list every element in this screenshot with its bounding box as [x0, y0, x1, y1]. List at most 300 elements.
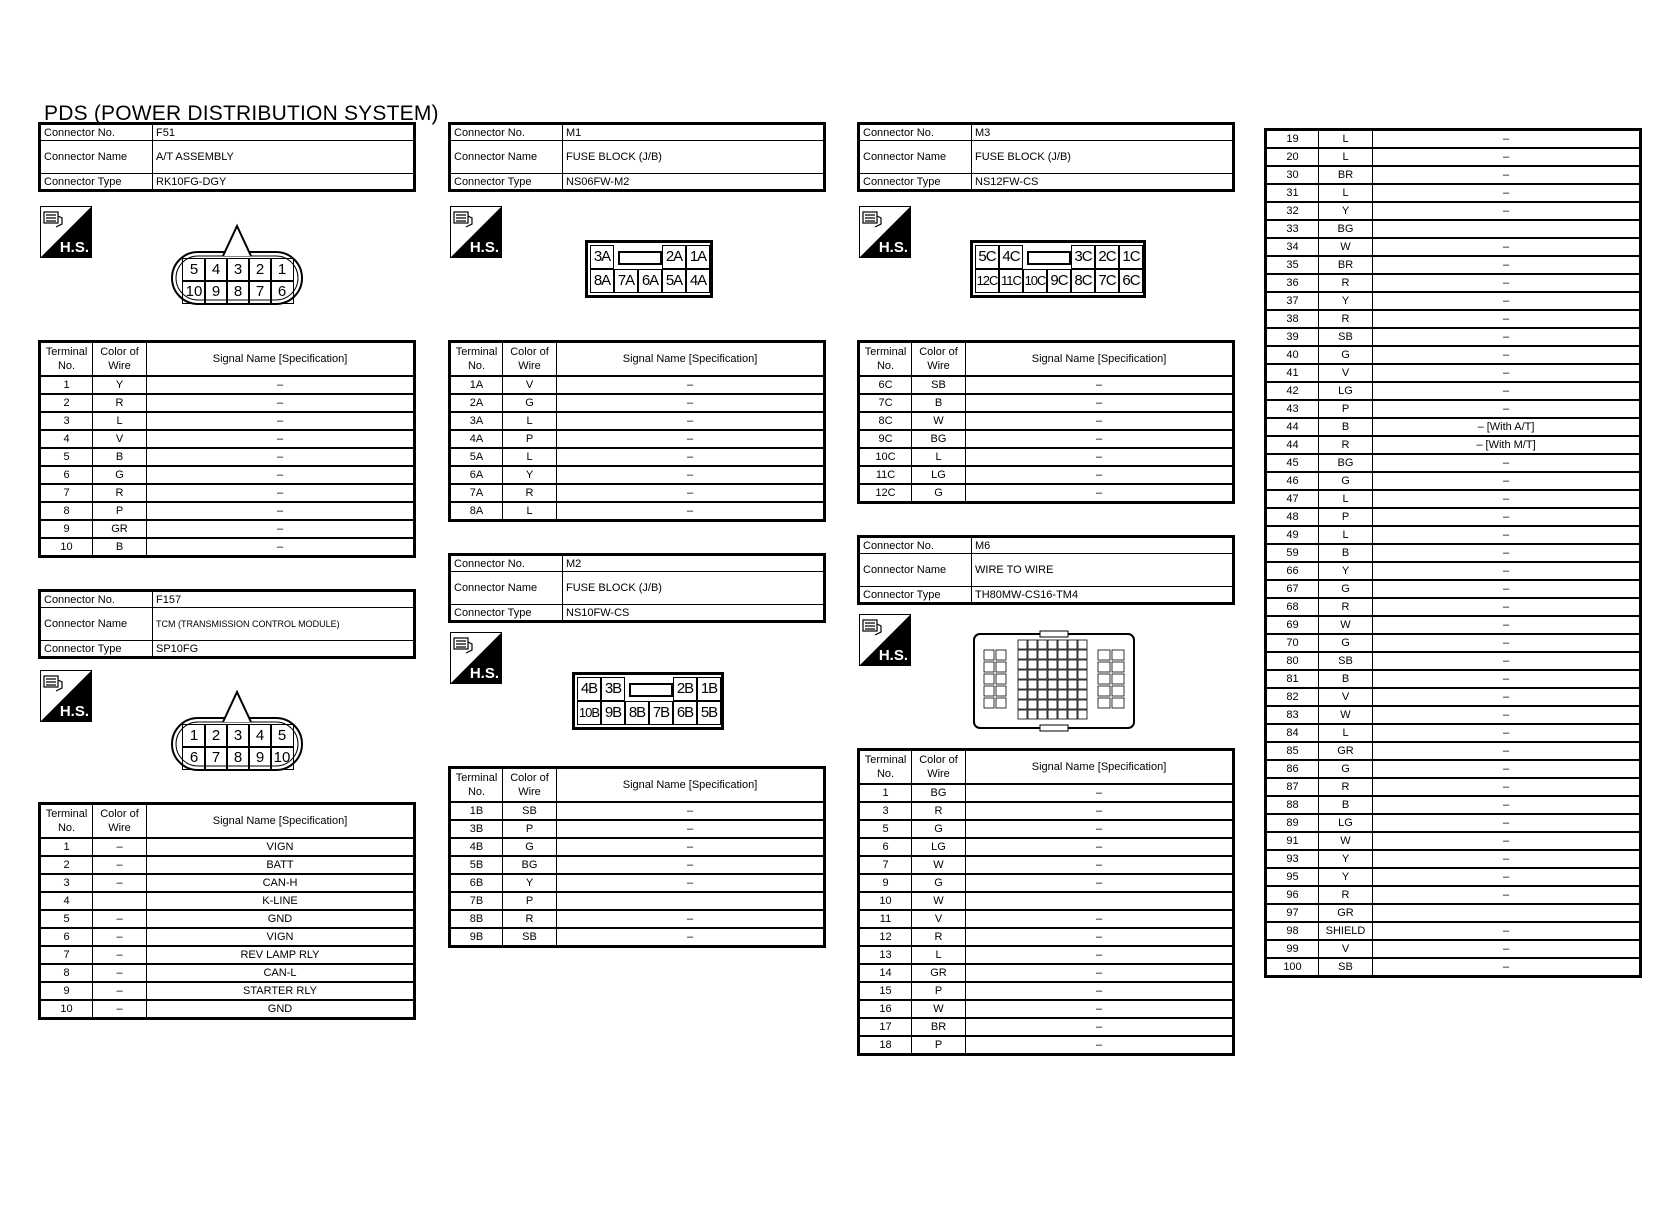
wire-color: B	[1319, 796, 1373, 814]
table-row	[1266, 382, 1641, 400]
table-row	[1266, 688, 1641, 706]
header-terminal-no: Terminal No.	[40, 804, 93, 839]
table-row	[40, 484, 415, 502]
terminal-no: 83	[1266, 706, 1319, 724]
table-row	[859, 910, 1234, 928]
signal-name: –	[557, 910, 825, 928]
terminal-no: 89	[1266, 814, 1319, 832]
signal-name: –	[1373, 760, 1641, 778]
header-signal-name: Signal Name [Specification]	[966, 342, 1234, 377]
table-row	[40, 874, 415, 892]
signal-name: –	[1373, 742, 1641, 760]
signal-name: –	[1373, 796, 1641, 814]
terminal-no: 70	[1266, 634, 1319, 652]
terminal-no: 59	[1266, 544, 1319, 562]
wire-color: GR	[1319, 904, 1373, 922]
signal-name: –	[966, 820, 1234, 838]
terminal-no: 81	[1266, 670, 1319, 688]
table-row	[1266, 400, 1641, 418]
cavity-6: 6	[182, 746, 206, 770]
wire-color: –	[93, 928, 147, 946]
terminal-no: 6C	[859, 376, 912, 394]
wire-color: –	[93, 982, 147, 1000]
signal-name: –	[147, 376, 415, 394]
terminal-no: 5A	[450, 448, 503, 466]
terminal-no: 91	[1266, 832, 1319, 850]
table-row	[1266, 850, 1641, 868]
terminal-no: 67	[1266, 580, 1319, 598]
terminal-no: 11	[859, 910, 912, 928]
signal-name: –	[1373, 868, 1641, 886]
table-row	[40, 394, 415, 412]
signal-name: –	[966, 874, 1234, 892]
cavity-11c: 11C	[999, 269, 1023, 293]
wire-color: –	[93, 910, 147, 928]
table-row	[859, 412, 1234, 430]
wire-color: BG	[1319, 220, 1373, 238]
wire-color: R	[93, 394, 147, 412]
wire-color: B	[1319, 544, 1373, 562]
terminal-no: 3	[40, 874, 93, 892]
header-terminal-no: Terminal No.	[859, 750, 912, 785]
header-color-of-wire: Color of Wire	[912, 750, 966, 785]
connector-type-value: TH80MW-CS16-TM4	[972, 587, 1234, 604]
terminal-no: 12C	[859, 484, 912, 503]
table-row	[1266, 544, 1641, 562]
table-row	[1266, 652, 1641, 670]
wire-color: R	[1319, 274, 1373, 292]
cavity-8a: 8A	[590, 269, 614, 293]
signal-name: –	[1373, 922, 1641, 940]
table-row	[859, 430, 1234, 448]
wire-color: W	[912, 856, 966, 874]
terminal-no: 69	[1266, 616, 1319, 634]
signal-name: –	[1373, 292, 1641, 310]
terminal-no: 18	[859, 1036, 912, 1055]
wire-color: B	[1319, 418, 1373, 436]
wire-color: Y	[503, 874, 557, 892]
signal-name: –	[557, 838, 825, 856]
signal-name: –	[966, 928, 1234, 946]
terminal-no: 1B	[450, 802, 503, 820]
terminal-no: 8A	[450, 502, 503, 521]
signal-name: –	[966, 946, 1234, 964]
signal-name: –	[557, 376, 825, 394]
wire-color: –	[93, 838, 147, 856]
connector-type-label: Connector Type	[859, 174, 972, 191]
table-row	[40, 982, 415, 1000]
terminal-no: 82	[1266, 688, 1319, 706]
table-row	[859, 784, 1234, 802]
connector-m6-continued-pin-table	[1264, 128, 1642, 978]
wire-color: R	[1319, 310, 1373, 328]
table-row	[1266, 238, 1641, 256]
wire-color: R	[93, 484, 147, 502]
terminal-no: 5	[859, 820, 912, 838]
wire-color: SB	[503, 802, 557, 820]
table-row	[859, 838, 1234, 856]
connector-m1-info	[448, 122, 826, 192]
terminal-no: 97	[1266, 904, 1319, 922]
cavity-10: 10	[270, 746, 294, 770]
table-row	[859, 484, 1234, 503]
wire-color: SB	[1319, 958, 1373, 977]
terminal-no: 4	[40, 430, 93, 448]
table-row	[450, 856, 825, 874]
header-color-of-wire: Color of Wire	[93, 804, 147, 839]
wire-color: L	[1319, 724, 1373, 742]
cavity-8: 8	[226, 280, 250, 304]
connector-f157-info	[38, 589, 416, 659]
terminal-no: 39	[1266, 328, 1319, 346]
terminal-no: 85	[1266, 742, 1319, 760]
signal-name: –	[966, 376, 1234, 394]
terminal-no: 15	[859, 982, 912, 1000]
signal-name: GND	[147, 910, 415, 928]
wire-color: LG	[1319, 382, 1373, 400]
terminal-no: 84	[1266, 724, 1319, 742]
cavity-9b: 9B	[601, 701, 625, 725]
terminal-no: 31	[1266, 184, 1319, 202]
table-row	[859, 982, 1234, 1000]
connector-type-value: SP10FG	[153, 641, 415, 658]
signal-name: –	[966, 394, 1234, 412]
terminal-no: 4B	[450, 838, 503, 856]
connector-name-value: A/T ASSEMBLY	[153, 141, 415, 174]
signal-name: –	[147, 430, 415, 448]
terminal-no: 8C	[859, 412, 912, 430]
connector-name-value: TCM (TRANSMISSION CONTROL MODULE)	[153, 608, 415, 641]
signal-name: –	[147, 538, 415, 557]
table-row	[859, 946, 1234, 964]
wire-color: W	[912, 892, 966, 910]
connector-f51-face	[170, 222, 304, 308]
terminal-no: 35	[1266, 256, 1319, 274]
wire-color: P	[912, 1036, 966, 1055]
terminal-no: 19	[1266, 130, 1319, 149]
cavity-6c: 6C	[1119, 269, 1143, 293]
table-row	[40, 376, 415, 394]
signal-name	[966, 892, 1234, 910]
terminal-no: 10	[859, 892, 912, 910]
signal-name: –	[966, 448, 1234, 466]
cavity-4b: 4B	[577, 677, 601, 701]
signal-name: –	[1373, 634, 1641, 652]
wire-color: W	[1319, 238, 1373, 256]
signal-name: –	[557, 412, 825, 430]
table-row	[1266, 706, 1641, 724]
table-row	[859, 928, 1234, 946]
terminal-no: 100	[1266, 958, 1319, 977]
hs-label: H.S.	[469, 239, 499, 256]
terminal-no: 66	[1266, 562, 1319, 580]
signal-name: –	[1373, 598, 1641, 616]
cavity-9c: 9C	[1047, 269, 1071, 293]
terminal-no: 7A	[450, 484, 503, 502]
header-color-of-wire: Color of Wire	[93, 342, 147, 377]
wire-color: V	[912, 910, 966, 928]
wire-color: G	[503, 394, 557, 412]
terminal-no: 4	[40, 892, 93, 910]
header-signal-name: Signal Name [Specification]	[147, 342, 415, 377]
signal-name: –	[147, 484, 415, 502]
cavity-5: 5	[270, 724, 294, 748]
terminal-no: 87	[1266, 778, 1319, 796]
terminal-no: 3A	[450, 412, 503, 430]
terminal-no: 46	[1266, 472, 1319, 490]
table-row	[450, 820, 825, 838]
connector-m6-face	[972, 630, 1136, 737]
table-row	[1266, 508, 1641, 526]
table-row	[1266, 760, 1641, 778]
signal-name: –	[1373, 202, 1641, 220]
signal-name: –	[1373, 616, 1641, 634]
table-row	[40, 430, 415, 448]
cavity-2: 2	[204, 724, 228, 748]
signal-name: –	[1373, 400, 1641, 418]
terminal-no: 16	[859, 1000, 912, 1018]
table-row	[859, 376, 1234, 394]
cavity-4a: 4A	[686, 269, 710, 293]
cavity-7a: 7A	[614, 269, 638, 293]
table-row	[40, 448, 415, 466]
wire-color: BG	[912, 784, 966, 802]
table-row	[1266, 778, 1641, 796]
connector-no-value: M1	[563, 124, 825, 141]
connector-no-label: Connector No.	[450, 555, 563, 572]
terminal-no: 6	[40, 466, 93, 484]
signal-name: –	[557, 394, 825, 412]
table-row	[1266, 796, 1641, 814]
cavity-5c: 5C	[975, 245, 999, 269]
connector-name-label: Connector Name	[859, 141, 972, 174]
table-row	[1266, 922, 1641, 940]
terminal-no: 36	[1266, 274, 1319, 292]
connector-no-label: Connector No.	[450, 124, 563, 141]
signal-name: –	[1373, 544, 1641, 562]
wire-color: V	[503, 376, 557, 394]
table-row	[1266, 724, 1641, 742]
table-row	[40, 856, 415, 874]
wire-color: L	[1319, 184, 1373, 202]
wire-color: G	[912, 820, 966, 838]
wire-color: B	[93, 448, 147, 466]
header-terminal-no: Terminal No.	[450, 342, 503, 377]
table-row	[1266, 220, 1641, 238]
wire-color: P	[912, 982, 966, 1000]
signal-name: –	[1373, 256, 1641, 274]
wire-color: P	[93, 502, 147, 520]
signal-name: –	[966, 784, 1234, 802]
terminal-no: 33	[1266, 220, 1319, 238]
connector-type-value: NS10FW-CS	[563, 605, 825, 622]
table-row	[1266, 274, 1641, 292]
wire-color: L	[912, 946, 966, 964]
connector-m2-info	[448, 553, 826, 623]
table-row	[1266, 490, 1641, 508]
wire-color: G	[1319, 346, 1373, 364]
header-color-of-wire: Color of Wire	[912, 342, 966, 377]
table-row	[450, 838, 825, 856]
wire-color: G	[93, 466, 147, 484]
signal-name: –	[1373, 328, 1641, 346]
table-row	[1266, 634, 1641, 652]
table-row	[859, 964, 1234, 982]
table-row	[1266, 328, 1641, 346]
wire-color: LG	[912, 838, 966, 856]
connector-name-label: Connector Name	[450, 141, 563, 174]
terminal-no: 10C	[859, 448, 912, 466]
signal-name	[1373, 904, 1641, 922]
cavity-1b: 1B	[697, 677, 721, 701]
terminal-no: 32	[1266, 202, 1319, 220]
hs-harness-side-icon	[859, 206, 911, 258]
terminal-no: 5B	[450, 856, 503, 874]
header-signal-name: Signal Name [Specification]	[147, 804, 415, 839]
table-row	[450, 802, 825, 820]
connector-no-value: F157	[153, 591, 415, 608]
signal-name: –	[966, 1000, 1234, 1018]
signal-name: VIGN	[147, 928, 415, 946]
wire-color: BG	[503, 856, 557, 874]
table-row	[1266, 904, 1641, 922]
connector-type-label: Connector Type	[450, 605, 563, 622]
table-row	[1266, 130, 1641, 149]
signal-name: –	[1373, 148, 1641, 166]
wire-color: Y	[1319, 562, 1373, 580]
terminal-no: 6	[40, 928, 93, 946]
wire-color: G	[1319, 580, 1373, 598]
signal-name: –	[966, 1036, 1234, 1055]
wire-color: SB	[912, 376, 966, 394]
table-row	[1266, 310, 1641, 328]
wire-color: –	[93, 1000, 147, 1019]
table-row	[859, 874, 1234, 892]
wire-color: GR	[1319, 742, 1373, 760]
connector-f51-pin-table	[38, 340, 416, 558]
signal-name: –	[1373, 814, 1641, 832]
table-row	[40, 520, 415, 538]
wire-color: BR	[1319, 166, 1373, 184]
header-terminal-no: Terminal No.	[450, 768, 503, 803]
connector-type-label: Connector Type	[450, 174, 563, 191]
terminal-no: 1	[40, 838, 93, 856]
table-row	[40, 946, 415, 964]
signal-name: –	[1373, 238, 1641, 256]
cavity-3c: 3C	[1071, 245, 1095, 269]
table-row	[859, 1018, 1234, 1036]
table-row	[450, 376, 825, 394]
connector-no-label: Connector No.	[40, 591, 153, 608]
table-row	[1266, 598, 1641, 616]
connector-no-label: Connector No.	[859, 537, 972, 554]
signal-name: –	[1373, 346, 1641, 364]
signal-name: –	[966, 856, 1234, 874]
table-row	[1266, 814, 1641, 832]
terminal-no: 12	[859, 928, 912, 946]
connector-type-value: NS06FW-M2	[563, 174, 825, 191]
table-row	[1266, 184, 1641, 202]
connector-no-label: Connector No.	[859, 124, 972, 141]
signal-name: –	[1373, 958, 1641, 977]
terminal-no: 1	[40, 376, 93, 394]
signal-name: STARTER RLY	[147, 982, 415, 1000]
table-row	[1266, 670, 1641, 688]
wire-color: W	[1319, 832, 1373, 850]
signal-name: –	[966, 964, 1234, 982]
cavity-3b: 3B	[601, 677, 625, 701]
table-row	[40, 466, 415, 484]
wire-color: L	[1319, 130, 1373, 149]
terminal-no: 93	[1266, 850, 1319, 868]
terminal-no: 5	[40, 448, 93, 466]
terminal-no: 40	[1266, 346, 1319, 364]
table-row	[450, 430, 825, 448]
wire-color: Y	[1319, 850, 1373, 868]
hs-label: H.S.	[59, 703, 89, 720]
signal-name	[1373, 220, 1641, 238]
signal-name: –	[966, 412, 1234, 430]
header-color-of-wire: Color of Wire	[503, 342, 557, 377]
cavity-7: 7	[248, 280, 272, 304]
cavity-10: 10	[182, 280, 206, 304]
connector-f51-info	[38, 122, 416, 192]
cavity-6: 6	[270, 280, 294, 304]
table-row	[1266, 616, 1641, 634]
wire-color: BR	[912, 1018, 966, 1036]
connector-no-value: F51	[153, 124, 415, 141]
cavity-2a: 2A	[662, 245, 686, 269]
terminal-no: 88	[1266, 796, 1319, 814]
signal-name: –	[1373, 688, 1641, 706]
table-row	[859, 1000, 1234, 1018]
signal-name: –	[557, 802, 825, 820]
terminal-no: 1	[859, 784, 912, 802]
wire-color: GR	[912, 964, 966, 982]
cavity-7c: 7C	[1095, 269, 1119, 293]
wire-color: G	[1319, 760, 1373, 778]
table-row	[40, 928, 415, 946]
connector-f157-pin-table	[38, 802, 416, 1020]
cavity-1a: 1A	[686, 245, 710, 269]
table-row	[450, 412, 825, 430]
wire-color: LG	[912, 466, 966, 484]
wire-color: R	[912, 802, 966, 820]
terminal-no: 44	[1266, 436, 1319, 454]
hs-harness-side-icon	[40, 670, 92, 722]
wire-color: Y	[1319, 868, 1373, 886]
terminal-no: 6	[859, 838, 912, 856]
signal-name: –	[1373, 562, 1641, 580]
table-row	[1266, 958, 1641, 977]
signal-name: –	[557, 430, 825, 448]
table-row	[450, 466, 825, 484]
signal-name: –	[147, 502, 415, 520]
header-terminal-no: Terminal No.	[40, 342, 93, 377]
table-row	[40, 502, 415, 520]
signal-name: –	[1373, 940, 1641, 958]
terminal-no: 9	[40, 982, 93, 1000]
table-row	[450, 892, 825, 910]
terminal-no: 41	[1266, 364, 1319, 382]
terminal-no: 10	[40, 538, 93, 557]
wire-color: SB	[1319, 652, 1373, 670]
signal-name: –	[147, 448, 415, 466]
connector-f157-face	[170, 688, 304, 774]
terminal-no: 20	[1266, 148, 1319, 166]
wire-color: GR	[93, 520, 147, 538]
signal-name: –	[1373, 886, 1641, 904]
